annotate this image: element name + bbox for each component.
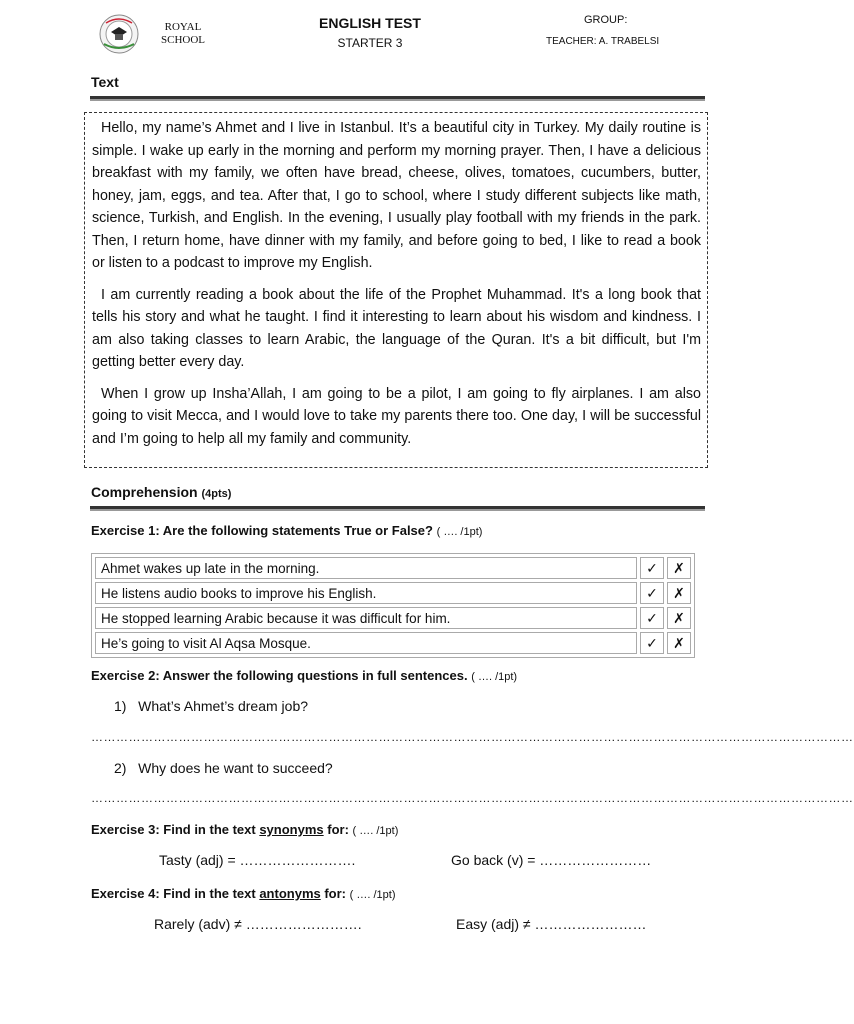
false-checkbox[interactable]: ✗ xyxy=(667,632,691,654)
exercise1-title-text: Exercise 1: Are the following statements True or False? xyxy=(91,523,433,538)
false-checkbox[interactable]: ✗ xyxy=(667,582,691,604)
true-false-table xyxy=(91,553,695,658)
synonym-item-tasty[interactable]: Tasty (adj) = ……………………. xyxy=(159,852,356,868)
statement-3: He stopped learning Arabic because it was difficult for him. xyxy=(95,607,637,629)
antonym-item-rarely[interactable]: Rarely (adv) ≠ ……………………. xyxy=(154,916,362,932)
exercise1-title xyxy=(91,523,482,538)
reading-paragraph-1: Hello, my name’s Ahmet and I live in Istanbul. It’s a beautiful city in Turkey. My daily routine is simple. I wake up early in the morning and perform my morning prayer. Then, I have a delicious breakfast with my family, we often have bread, cheese, olives, tomatoes, cucumbers, butter, honey, jam, eggs, and tea. After that, I go to school, where I study different subjects like math, science, Turkish, and English. In the evening, I usually play football with my friends in the park. Then, I return home, have dinner with my family, and before going to bed, I like to read a book or listen to a podcast to improve my English. xyxy=(92,120,701,271)
synonym-item-go-back[interactable]: Go back (v) = …………………… xyxy=(451,852,652,868)
exercise3-title xyxy=(91,822,398,837)
group-label: GROUP: xyxy=(584,14,628,26)
exercise2-title-text: Exercise 2: Answer the following questions in full sentences. xyxy=(91,668,468,683)
table-row xyxy=(95,582,691,604)
exercise4-score: ( …. /1pt) xyxy=(349,889,396,901)
comprehension-points: (4pts) xyxy=(201,488,232,500)
question-2-number: 2) xyxy=(114,760,127,776)
reading-paragraph-2: I am currently reading a book about the life of the Prophet Muhammad. It's a long book that tells his story and what he taught. I find it interesting to learn about his wisdom and kindness. I am also taking classes to learn Arabic, the language of the Quran. It's a bit difficult, but I'm getting better every day. xyxy=(92,286,701,370)
exercise3-title-prefix: Exercise 3: Find in the text xyxy=(91,822,260,837)
question-1 xyxy=(114,698,308,714)
school-name-line2: SCHOOL xyxy=(160,34,205,46)
table-row xyxy=(95,557,691,579)
school-name-line1: ROYAL xyxy=(164,21,202,33)
antonym-item-easy[interactable]: Easy (adj) ≠ …………………… xyxy=(456,916,647,932)
exercise3-keyword: synonyms xyxy=(259,822,324,837)
exercise3-score: ( …. /1pt) xyxy=(352,825,399,837)
true-checkbox[interactable]: ✓ xyxy=(640,607,664,629)
true-checkbox[interactable]: ✓ xyxy=(640,557,664,579)
answer-line-1[interactable]: ………………………………………………………………………………………………………………………………………………………………… xyxy=(91,730,854,744)
exercise4-keyword: antonyms xyxy=(259,886,321,901)
exercise3-title-suffix: for: xyxy=(323,822,349,837)
statement-1: Ahmet wakes up late in the morning. xyxy=(95,557,637,579)
exercise4-title xyxy=(91,886,395,901)
table-row xyxy=(95,607,691,629)
question-2 xyxy=(114,760,333,776)
exercise2-title xyxy=(91,668,517,683)
statement-4: He’s going to visit Al Aqsa Mosque. xyxy=(95,632,637,654)
test-subtitle: STARTER 3 xyxy=(337,36,403,50)
statement-2: He listens audio books to improve his English. xyxy=(95,582,637,604)
table-row xyxy=(95,632,691,654)
teacher-label: TEACHER: A. TRABELSI xyxy=(546,36,660,47)
test-title: ENGLISH TEST xyxy=(319,15,421,31)
false-checkbox[interactable]: ✗ xyxy=(667,557,691,579)
question-2-text: Why does he want to succeed? xyxy=(138,760,333,776)
school-name xyxy=(152,21,214,47)
question-1-text: What’s Ahmet’s dream job? xyxy=(138,698,309,714)
true-checkbox[interactable]: ✓ xyxy=(640,632,664,654)
false-checkbox[interactable]: ✗ xyxy=(667,607,691,629)
school-logo xyxy=(98,14,140,54)
text-section-title: Text xyxy=(91,74,119,90)
answer-line-2[interactable]: ………………………………………………………………………………………………………………………………………………………………… xyxy=(91,791,854,805)
question-1-number: 1) xyxy=(114,698,127,714)
comprehension-label: Comprehension xyxy=(91,484,198,500)
exercise4-title-prefix: Exercise 4: Find in the text xyxy=(91,886,260,901)
reading-text-box xyxy=(84,112,708,468)
section-divider xyxy=(90,506,705,511)
exercise1-score: ( …. /1pt) xyxy=(436,526,483,538)
exercise2-score: ( …. /1pt) xyxy=(471,671,518,683)
section-divider xyxy=(90,96,705,101)
comprehension-title xyxy=(91,484,231,500)
true-checkbox[interactable]: ✓ xyxy=(640,582,664,604)
reading-paragraph-3: When I grow up Insha’Allah, I am going to be a pilot, I am going to fly airplanes. I am also going to visit Mecca, and I would love to take my parents there too. One day, I will be successful and I’m going to help all my family and community. xyxy=(92,385,701,447)
exercise4-title-suffix: for: xyxy=(320,886,347,901)
